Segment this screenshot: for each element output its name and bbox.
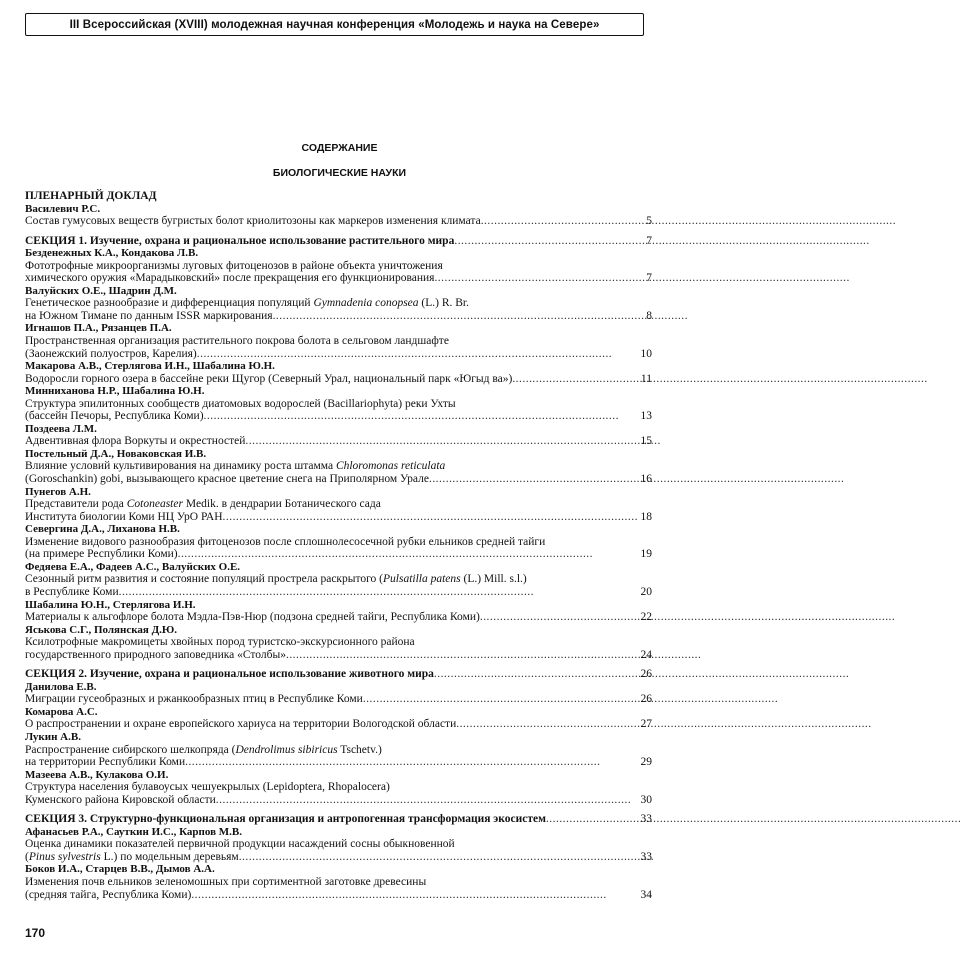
toc-text: Мазеева А.В., Кулакова О.И. <box>25 768 169 781</box>
toc-entry <box>25 756 652 769</box>
author-line <box>25 624 652 637</box>
title-line <box>25 744 652 757</box>
page-ref: 11 <box>640 372 652 385</box>
toc-entry <box>25 718 652 731</box>
toc-entry <box>25 373 652 386</box>
author-line <box>25 599 652 612</box>
toc-text: Поздеева Л.М. <box>25 422 97 435</box>
toc-entry <box>25 473 652 486</box>
toc-text: Валуйских О.Е., Шадрин Д.М. <box>25 284 177 297</box>
toc-text: Пунегов А.Н. <box>25 485 91 498</box>
title-line <box>25 838 652 851</box>
toc-text: Федяева Е.А., Фадеев А.С., Валуйских О.Е. <box>25 560 241 573</box>
page-ref: 15 <box>640 435 652 448</box>
author-line <box>25 486 652 499</box>
author-line <box>25 826 652 839</box>
page-ref: 22 <box>640 611 652 624</box>
table-of-contents <box>25 190 652 901</box>
page-ref: 13 <box>640 410 652 423</box>
toc-text: Водоросли горного озера в бассейне реки Щугор (Северный Урал, национальный парк «Югыд ва») <box>25 372 513 385</box>
author-line <box>25 247 652 260</box>
page-number: 170 <box>25 926 46 940</box>
toc-entry <box>25 794 652 807</box>
toc-text: Минниханова Н.Р., Шабалина Ю.Н. <box>25 385 205 398</box>
dot-leader <box>245 435 639 448</box>
toc-text: Ксилотрофные макромицеты хвойных пород туристско-экскурсионного района <box>25 636 415 649</box>
dot-leader <box>546 813 640 826</box>
toc-text: Состав гумусовых веществ бугристых болот криолитозоны как маркеров изменения климата <box>25 215 481 228</box>
toc-text: Севергина Д.А., Лиханова Н.В. <box>25 523 180 536</box>
toc-text: Боков И.А., Старцев В.В., Дымов А.А. <box>25 863 215 876</box>
dot-leader <box>429 473 640 486</box>
page-ref: 18 <box>640 510 652 523</box>
title-line <box>25 876 652 889</box>
page-ref: 19 <box>640 548 652 561</box>
toc-text: Василевич Р.С. <box>25 202 101 215</box>
author-line <box>25 322 652 335</box>
dot-leader <box>286 649 640 662</box>
dot-leader <box>480 611 640 624</box>
toc-text: Комарова А.С. <box>25 705 98 718</box>
author-line <box>25 863 652 876</box>
toc-text: Генетическое разнообразие и дифференциация популяций Gymnadenia conopsea (L.) R. Br. <box>25 297 470 310</box>
title-line <box>25 636 652 649</box>
dot-leader <box>512 373 640 386</box>
toc-entry <box>25 611 652 624</box>
part-title: БИОЛОГИЧЕСКИЕ НАУКИ <box>272 167 407 179</box>
page-ref: 16 <box>640 473 652 486</box>
title-line <box>25 398 652 411</box>
toc-text: Влияние условий культивирования на динамику роста штамма Chloromonas reticulata <box>25 460 446 473</box>
author-line <box>25 385 652 398</box>
page-ref: 10 <box>640 347 652 360</box>
toc-text: СЕКЦИЯ 1. Изучение, охрана и рациональное использование растительного мира <box>25 234 455 247</box>
toc-text: (Pinus sylvestris L.) по модельным деревьям <box>25 850 239 863</box>
page-ref: 27 <box>640 718 652 731</box>
toc-text: (Goroschankin) gobi, вызывающего красное цветение снега на Приполярном Урале <box>25 473 429 486</box>
toc-text: Игнашов П.А., Рязанцев П.А. <box>25 322 172 335</box>
toc-text: ПЛЕНАРНЫЙ ДОКЛАД <box>25 190 157 202</box>
dot-leader <box>363 693 640 706</box>
dot-leader <box>204 410 640 423</box>
page-ref: 34 <box>640 888 652 901</box>
toc-entry <box>25 586 652 599</box>
running-header: III Всероссийская (XVIII) молодежная научная конференция «Молодежь и наука на Севере» <box>25 13 644 36</box>
toc-text: на Южном Тимане по данным ISSR маркирования <box>25 309 273 322</box>
title-line <box>25 335 652 348</box>
page-ref: 29 <box>640 756 652 769</box>
toc-text: Института биологии Коми НЦ УрО РАН <box>25 510 223 523</box>
page-ref: 8 <box>646 309 652 322</box>
author-line <box>25 203 652 216</box>
dot-leader <box>178 548 640 561</box>
title-line <box>25 460 652 473</box>
toc-text: Данилова Е.В. <box>25 680 97 693</box>
author-line <box>25 561 652 574</box>
toc-text: Макарова А.В., Стерлягова И.Н., Шабалина Ю.Н. <box>25 360 275 373</box>
toc-text: государственного природного заповедника «Столбы» <box>25 648 286 661</box>
toc-text: Пространственная организация растительного покрова болота в сельговом ландшафте <box>25 335 449 348</box>
toc-text: Структура эпилитонных сообществ диатомовых водорослей (Bacillariophyta) реки Ухты <box>25 397 456 410</box>
contents-title: СОДЕРЖАНИЕ <box>301 142 378 154</box>
dot-leader <box>119 586 640 599</box>
section-heading <box>25 190 652 203</box>
dot-leader <box>454 235 645 248</box>
dot-leader <box>273 310 646 323</box>
title-line <box>25 573 652 586</box>
toc-entry <box>25 548 652 561</box>
toc-text: Представители рода Cotoneaster Medik. в дендрарии Ботанического сада <box>25 498 381 511</box>
author-line <box>25 681 652 694</box>
title-line <box>25 781 652 794</box>
toc-text: Адвентивная флора Воркуты и окрестностей <box>25 435 246 448</box>
toc-text: (средняя тайга, Республика Коми) <box>25 888 192 901</box>
author-line <box>25 360 652 373</box>
title-line <box>25 498 652 511</box>
toc-entry <box>25 435 652 448</box>
toc-text: Изменения почв ельников зеленомошных при сортиментной заготовке древесины <box>25 875 427 888</box>
toc-entry <box>25 272 652 285</box>
toc-text: Фототрофные микроорганизмы луговых фитоценозов в районе объекта уничтожения <box>25 259 443 272</box>
toc-text: Миграции гусеобразных и ржанкообразных птиц в Республике Коми <box>25 693 363 706</box>
toc-entry <box>25 693 652 706</box>
toc-text: СЕКЦИЯ 3. Структурно-функциональная организация и антропогенная трансформация экосистем <box>25 813 546 826</box>
toc-entry <box>25 889 652 902</box>
dot-leader <box>197 348 640 361</box>
toc-text: Куменского района Кировской области <box>25 793 216 806</box>
section-entry <box>25 813 652 826</box>
page-ref: 26 <box>640 693 652 706</box>
author-line <box>25 523 652 536</box>
dot-leader <box>185 756 639 769</box>
page-ref: 33 <box>640 850 652 863</box>
toc-text: на территории Республики Коми <box>25 756 186 769</box>
toc-text: химического оружия «Марадыковский» после прекращения его функционирования <box>25 272 435 285</box>
toc-text: СЕКЦИЯ 2. Изучение, охрана и рациональное использование животного мира <box>25 668 434 681</box>
toc-text: О распространении и охране европейского хариуса на территории Вологодской области <box>25 718 457 731</box>
author-line <box>25 769 652 782</box>
toc-text: Структура населения булавоусых чешуекрылых (Lepidoptera, Rhopalocera) <box>25 781 390 794</box>
toc-entry <box>25 649 652 662</box>
title-line <box>25 260 652 273</box>
toc-text: Яськова С.Г., Полянская Д.Ю. <box>25 623 178 636</box>
toc-text: Афанасьев Р.А., Сауткин И.С., Карпов М.В. <box>25 825 243 838</box>
dot-leader <box>239 851 640 864</box>
section-entry <box>25 235 652 248</box>
dot-leader <box>216 794 640 807</box>
author-line <box>25 423 652 436</box>
dot-leader <box>223 511 640 524</box>
page-ref: 7 <box>646 272 652 285</box>
section-entry <box>25 668 652 681</box>
toc-text: Шабалина Ю.Н., Стерлягова И.Н. <box>25 598 196 611</box>
toc-text: (бассейн Печоры, Республика Коми) <box>25 410 204 423</box>
dot-leader <box>434 272 645 285</box>
author-line <box>25 285 652 298</box>
page-ref: 5 <box>646 215 652 228</box>
toc-text: Лукин А.В. <box>25 730 81 743</box>
toc-entry <box>25 851 652 864</box>
page-ref: 26 <box>640 668 652 681</box>
toc-text: Распространение сибирского шелкопряда (Dendrolimus sibiricus Tschetv.) <box>25 743 382 756</box>
toc-text: Изменение видового разнообразия фитоценозов после сплошнолесосечной рубки ельников средней тайги <box>25 535 546 548</box>
toc-entry <box>25 215 652 228</box>
toc-entry <box>25 410 652 423</box>
title-line <box>25 297 652 310</box>
toc-text: (на примере Республики Коми) <box>25 548 178 561</box>
dot-leader <box>456 718 639 731</box>
toc-text: Материалы к альгофлоре болота Мэдла-Пэв-Нюр (подзона средней тайги, Республика Коми) <box>25 611 480 624</box>
toc-entry <box>25 511 652 524</box>
toc-text: Постельный Д.А., Новаковская И.В. <box>25 447 207 460</box>
toc-text: Оценка динамики показателей первичной продукции насаждений сосны обыкновенной <box>25 838 455 851</box>
toc-text: Безденежных К.А., Кондакова Л.В. <box>25 247 199 260</box>
toc-text: (Заонежский полуостров, Карелия) <box>25 347 197 360</box>
toc-entry <box>25 348 652 361</box>
toc-text: Сезонный ритм развития и состояние популяций прострела раскрытого (Pulsatilla patens (L.) Mill. s.l.) <box>25 573 527 586</box>
page-ref: 7 <box>646 234 652 247</box>
page-ref: 33 <box>640 813 652 826</box>
title-line <box>25 536 652 549</box>
dot-leader <box>434 668 640 681</box>
page-ref: 30 <box>640 793 652 806</box>
toc-text: в Республике Коми <box>25 585 119 598</box>
author-line <box>25 448 652 461</box>
dot-leader <box>191 889 639 902</box>
dot-leader <box>481 215 646 228</box>
author-line <box>25 706 652 719</box>
page-ref: 20 <box>640 585 652 598</box>
page-ref: 24 <box>640 648 652 661</box>
author-line <box>25 731 652 744</box>
toc-entry <box>25 310 652 323</box>
